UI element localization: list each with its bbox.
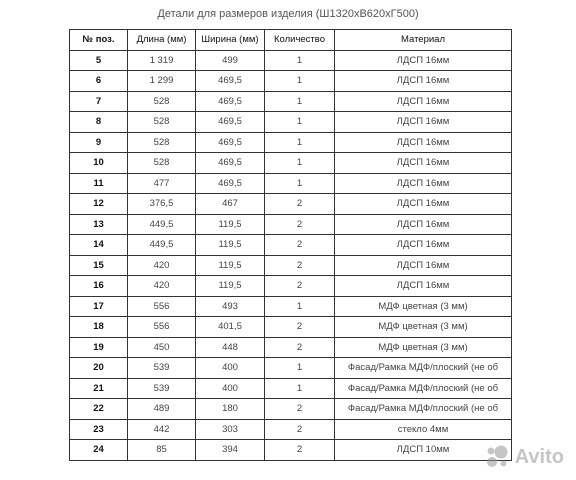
table-row bbox=[70, 194, 512, 215]
cell-length: 528 bbox=[128, 91, 196, 112]
cell-material bbox=[335, 378, 512, 399]
material-text: ЛДСП 16мм bbox=[396, 198, 450, 210]
cell-width: 180 bbox=[196, 399, 265, 420]
cell-qty: 1 bbox=[265, 358, 335, 379]
cell-length: 449,5 bbox=[128, 214, 196, 235]
table-row bbox=[70, 378, 512, 399]
material-text: ЛДСП 16мм bbox=[396, 280, 450, 292]
cell-width: 467 bbox=[196, 194, 265, 215]
cell-qty: 1 bbox=[265, 91, 335, 112]
cell-width: 119,5 bbox=[196, 235, 265, 256]
cell-length: 1 299 bbox=[128, 71, 196, 92]
cell-pos: 8 bbox=[70, 112, 128, 133]
cell-width: 400 bbox=[196, 358, 265, 379]
cell-length: 528 bbox=[128, 153, 196, 174]
cell-width: 493 bbox=[196, 296, 265, 317]
table-row bbox=[70, 173, 512, 194]
cell-qty: 2 bbox=[265, 214, 335, 235]
table-row bbox=[70, 337, 512, 358]
cell-qty: 2 bbox=[265, 255, 335, 276]
cell-pos: 17 bbox=[70, 296, 128, 317]
cell-pos: 9 bbox=[70, 132, 128, 153]
cell-pos: 16 bbox=[70, 276, 128, 297]
material-text: Фасад/Рамка МДФ/плоский (не об bbox=[347, 362, 499, 374]
header-qty: Количество bbox=[265, 30, 335, 51]
material-text: ЛДСП 16мм bbox=[396, 54, 450, 66]
cell-qty: 2 bbox=[265, 440, 335, 461]
cell-length: 539 bbox=[128, 378, 196, 399]
cell-material bbox=[335, 317, 512, 338]
cell-material bbox=[335, 153, 512, 174]
cell-pos: 24 bbox=[70, 440, 128, 461]
cell-width: 401,5 bbox=[196, 317, 265, 338]
cell-qty: 2 bbox=[265, 337, 335, 358]
cell-width: 394 bbox=[196, 440, 265, 461]
cell-length: 420 bbox=[128, 255, 196, 276]
cell-length: 449,5 bbox=[128, 235, 196, 256]
material-text: ЛДСП 16мм bbox=[396, 259, 450, 271]
table-row bbox=[70, 399, 512, 420]
cell-material bbox=[335, 194, 512, 215]
material-text: ЛДСП 16мм bbox=[396, 218, 450, 230]
cell-length: 477 bbox=[128, 173, 196, 194]
cell-length: 556 bbox=[128, 296, 196, 317]
material-text: МДФ цветная (3 мм) bbox=[378, 300, 468, 312]
table-row bbox=[70, 235, 512, 256]
cell-pos: 14 bbox=[70, 235, 128, 256]
table-row bbox=[70, 153, 512, 174]
cell-length: 376,5 bbox=[128, 194, 196, 215]
cell-material bbox=[335, 255, 512, 276]
material-text: ЛДСП 16мм bbox=[396, 239, 450, 251]
table-row bbox=[70, 132, 512, 153]
cell-material bbox=[335, 173, 512, 194]
material-text: Фасад/Рамка МДФ/плоский (не об bbox=[347, 382, 499, 394]
table-row bbox=[70, 255, 512, 276]
material-text: Фасад/Рамка МДФ/плоский (не об bbox=[347, 403, 499, 415]
cell-pos: 12 bbox=[70, 194, 128, 215]
cell-qty: 2 bbox=[265, 399, 335, 420]
cell-width: 499 bbox=[196, 50, 265, 71]
cell-length: 450 bbox=[128, 337, 196, 358]
cell-qty: 1 bbox=[265, 378, 335, 399]
cell-pos: 18 bbox=[70, 317, 128, 338]
cell-pos: 5 bbox=[70, 50, 128, 71]
cell-pos: 20 bbox=[70, 358, 128, 379]
material-text: ЛДСП 16мм bbox=[396, 116, 450, 128]
cell-width: 469,5 bbox=[196, 153, 265, 174]
cell-pos: 22 bbox=[70, 399, 128, 420]
material-text: ЛДСП 16мм bbox=[396, 75, 450, 87]
avito-logo-icon bbox=[484, 444, 510, 470]
table-row bbox=[70, 71, 512, 92]
cell-width: 469,5 bbox=[196, 112, 265, 133]
cell-material bbox=[335, 112, 512, 133]
cell-pos: 23 bbox=[70, 419, 128, 440]
material-text: ЛДСП 16мм bbox=[396, 177, 450, 189]
cell-material bbox=[335, 235, 512, 256]
material-text: МДФ цветная (3 мм) bbox=[378, 341, 468, 353]
cell-qty: 2 bbox=[265, 276, 335, 297]
cell-qty: 1 bbox=[265, 296, 335, 317]
cell-width: 303 bbox=[196, 419, 265, 440]
header-width: Ширина (мм) bbox=[196, 30, 265, 51]
header-pos: № поз. bbox=[70, 30, 128, 51]
cell-pos: 6 bbox=[70, 71, 128, 92]
cell-width: 469,5 bbox=[196, 71, 265, 92]
table-row bbox=[70, 214, 512, 235]
cell-length: 420 bbox=[128, 276, 196, 297]
cell-pos: 10 bbox=[70, 153, 128, 174]
cell-material bbox=[335, 132, 512, 153]
cell-material bbox=[335, 50, 512, 71]
cell-material bbox=[335, 214, 512, 235]
cell-material bbox=[335, 419, 512, 440]
material-text: ЛДСП 16мм bbox=[396, 95, 450, 107]
table-header-row bbox=[70, 30, 512, 51]
cell-qty: 2 bbox=[265, 235, 335, 256]
cell-qty: 1 bbox=[265, 153, 335, 174]
header-length: Длина (мм) bbox=[128, 30, 196, 51]
table-row bbox=[70, 358, 512, 379]
table-row bbox=[70, 296, 512, 317]
cell-width: 448 bbox=[196, 337, 265, 358]
cell-qty: 1 bbox=[265, 71, 335, 92]
avito-watermark bbox=[484, 444, 564, 470]
table-caption: Детали для размеров изделия (Ш1320хВ620хГ500) bbox=[157, 8, 419, 20]
cell-length: 85 bbox=[128, 440, 196, 461]
material-text: ЛДСП 16мм bbox=[396, 136, 450, 148]
cell-width: 400 bbox=[196, 378, 265, 399]
cell-length: 528 bbox=[128, 132, 196, 153]
material-text: МДФ цветная (3 мм) bbox=[378, 321, 468, 333]
cell-qty: 2 bbox=[265, 317, 335, 338]
cell-length: 442 bbox=[128, 419, 196, 440]
cell-pos: 19 bbox=[70, 337, 128, 358]
table-row bbox=[70, 317, 512, 338]
material-text: ЛДСП 16мм bbox=[396, 157, 450, 169]
table-row bbox=[70, 440, 512, 461]
cell-material bbox=[335, 71, 512, 92]
cell-length: 1 319 bbox=[128, 50, 196, 71]
cell-length: 556 bbox=[128, 317, 196, 338]
cell-qty: 1 bbox=[265, 112, 335, 133]
cell-width: 119,5 bbox=[196, 255, 265, 276]
cell-qty: 2 bbox=[265, 419, 335, 440]
cell-width: 469,5 bbox=[196, 173, 265, 194]
cell-width: 119,5 bbox=[196, 214, 265, 235]
cell-material bbox=[335, 276, 512, 297]
table-row bbox=[70, 276, 512, 297]
cell-material bbox=[335, 337, 512, 358]
cell-length: 539 bbox=[128, 358, 196, 379]
cell-length: 489 bbox=[128, 399, 196, 420]
cell-material bbox=[335, 358, 512, 379]
cell-width: 119,5 bbox=[196, 276, 265, 297]
cell-material bbox=[335, 91, 512, 112]
cell-pos: 21 bbox=[70, 378, 128, 399]
table-row bbox=[70, 50, 512, 71]
cell-qty: 2 bbox=[265, 194, 335, 215]
material-text: ЛДСП 10мм bbox=[396, 444, 450, 456]
cell-pos: 7 bbox=[70, 91, 128, 112]
cell-width: 469,5 bbox=[196, 132, 265, 153]
cell-qty: 1 bbox=[265, 50, 335, 71]
parts-table bbox=[69, 29, 512, 461]
header-material: Материал bbox=[335, 30, 512, 51]
cell-pos: 11 bbox=[70, 173, 128, 194]
cell-qty: 1 bbox=[265, 173, 335, 194]
cell-material bbox=[335, 399, 512, 420]
cell-qty: 1 bbox=[265, 132, 335, 153]
table-row bbox=[70, 112, 512, 133]
material-text: стекло 4мм bbox=[397, 423, 449, 435]
cell-pos: 13 bbox=[70, 214, 128, 235]
cell-material bbox=[335, 296, 512, 317]
watermark-text: Avito bbox=[514, 445, 564, 468]
cell-pos: 15 bbox=[70, 255, 128, 276]
table-row bbox=[70, 419, 512, 440]
cell-width: 469,5 bbox=[196, 91, 265, 112]
table-row bbox=[70, 91, 512, 112]
cell-length: 528 bbox=[128, 112, 196, 133]
